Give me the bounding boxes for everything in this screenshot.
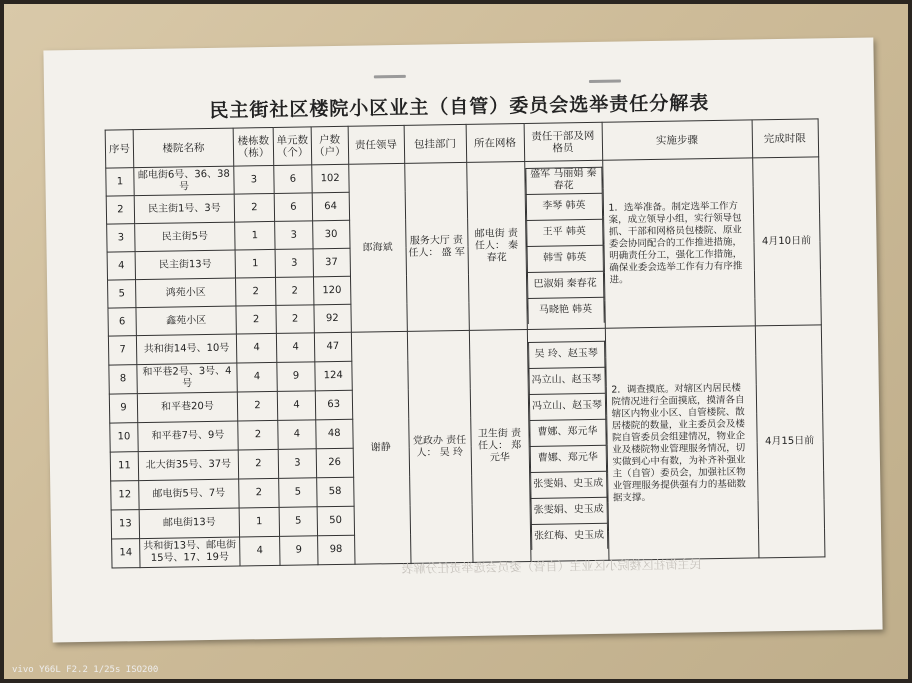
cell-name: 邮电街6号、36、38号	[134, 166, 234, 196]
cell-households: 30	[313, 220, 350, 249]
cell-name: 北大街35号、37号	[138, 450, 238, 481]
cell-buildings: 2	[238, 449, 278, 479]
cell-dept: 服务大厅 责任人： 盛 军	[404, 162, 469, 331]
cell-households: 50	[317, 506, 354, 536]
cell-no: 14	[112, 539, 140, 568]
cell-name: 和平巷2号、3号、4号	[137, 363, 237, 394]
cadre-item: 韩雪 韩英	[527, 245, 603, 272]
cadre-list	[525, 166, 604, 323]
cell-no: 10	[110, 423, 138, 452]
cell-name: 鸿苑小区	[136, 278, 236, 308]
cell-households: 120	[313, 276, 350, 305]
cell-units: 3	[275, 249, 313, 278]
cell-units: 5	[279, 478, 317, 508]
cell-deadline: 4月15日前	[755, 325, 825, 558]
staple-mark	[589, 79, 621, 83]
cell-buildings: 1	[235, 221, 275, 250]
cell-name: 共和街13号、邮电街15号、17、19号	[140, 537, 240, 568]
cadre-item: 马晓艳 韩英	[527, 297, 603, 324]
cell-cadres	[527, 328, 609, 561]
cadre-item: 张雯娟、史玉成	[530, 497, 606, 524]
cell-step: 2．调查摸底。对辖区内居民楼院情况进行全面摸底，摸清各自辖区内物业小区、自管楼院、散居楼院的数量，业主委员会及楼院自管委员会组建情况，物业企业及楼院物业管理服务情况，切实做到心中有数，为补齐补强业主（自管）委员会，加强社区物业管理服务提供强有力的基础数据支撑。	[605, 326, 759, 560]
cell-leader: 谢静	[351, 331, 411, 564]
photo-background	[4, 4, 908, 679]
cell-no: 2	[106, 196, 134, 224]
cell-grid: 卫生街 责任人： 郑元华	[469, 329, 531, 562]
cell-buildings: 4	[240, 536, 280, 566]
cell-buildings: 2	[237, 391, 277, 421]
cell-units: 4	[278, 420, 316, 450]
cell-units: 4	[276, 333, 314, 363]
header-units: 单元数（个）	[273, 127, 312, 166]
cell-units: 4	[277, 391, 315, 421]
cell-no: 5	[108, 280, 136, 308]
cadre-item: 王平 韩英	[526, 219, 602, 246]
cell-units: 3	[275, 221, 313, 250]
document-title: 民主街社区楼院小区业主（自管）委员会选举责任分解表	[209, 92, 710, 122]
cell-buildings: 4	[236, 333, 276, 363]
cell-no: 13	[111, 510, 139, 539]
header-name: 楼院名称	[133, 128, 234, 168]
cell-buildings: 1	[239, 507, 279, 537]
cell-units: 9	[277, 362, 315, 392]
cell-leader: 郎海斌	[348, 163, 407, 332]
cell-no: 11	[110, 452, 138, 481]
cell-name: 和平巷20号	[137, 392, 237, 423]
responsibility-table	[105, 118, 825, 568]
cell-buildings: 2	[234, 193, 274, 222]
cell-name: 邮电街13号	[139, 508, 239, 539]
cadre-item: 盛军 马丽娟 秦春花	[525, 167, 601, 194]
cell-no: 3	[107, 224, 135, 252]
cell-households: 98	[318, 535, 355, 565]
cell-households: 58	[317, 477, 354, 507]
cell-no: 1	[106, 168, 134, 196]
cell-name: 民主街5号	[135, 222, 235, 252]
cell-cadres	[524, 160, 605, 329]
cell-units: 9	[280, 536, 318, 566]
cadre-item: 巴淑娟 秦春花	[527, 271, 603, 298]
cell-no: 8	[109, 365, 137, 394]
header-dept: 包挂部门	[404, 124, 467, 163]
paper-sheet	[43, 38, 882, 643]
header-grid: 所在网格	[466, 124, 525, 163]
cell-no: 4	[107, 252, 135, 280]
cell-buildings: 3	[234, 165, 274, 194]
cell-buildings: 2	[239, 478, 279, 508]
cell-households: 102	[312, 164, 349, 193]
cell-step: 1．选举准备。制定选举工作方案，成立领导小组，实行领导包抓、干部和网格员包楼院、原业委会协同配合的工作推进措施，明确责任分工，强化工作措施，确保业委会选举工作有力有序推进。	[602, 158, 755, 328]
cell-name: 和平巷7号、9号	[138, 421, 238, 452]
cell-name: 共和街14号、10号	[136, 334, 236, 365]
cell-dept: 党政办 责任人： 吴 玲	[407, 330, 473, 563]
cell-households: 64	[312, 192, 349, 221]
cadre-list	[528, 340, 608, 549]
camera-watermark: vivo Y66L F2.2 1/25s ISO200	[12, 665, 159, 675]
cell-households: 47	[314, 332, 351, 362]
cell-buildings: 4	[237, 362, 277, 392]
header-cadres: 责任干部及网格员	[524, 122, 603, 161]
header-households: 户数（户）	[311, 126, 348, 165]
cadre-item: 张红梅、史玉成	[531, 523, 607, 550]
cell-households: 37	[313, 248, 350, 277]
cadre-item: 曹娜、郑元华	[529, 419, 605, 446]
cell-buildings: 2	[238, 420, 278, 450]
cell-no: 12	[111, 481, 139, 510]
cadre-item: 曹娜、郑元华	[530, 445, 606, 472]
cadre-item: 冯立山、赵玉琴	[528, 367, 604, 394]
cell-units: 5	[279, 507, 317, 537]
cell-name: 邮电街5号、7号	[139, 479, 239, 510]
cell-no: 7	[108, 336, 136, 365]
header-no: 序号	[105, 130, 134, 168]
cell-buildings: 2	[236, 305, 276, 334]
cell-no: 9	[109, 394, 137, 423]
cadre-item: 张雯娟、史玉成	[530, 471, 606, 498]
header-buildings: 楼栋数（栋）	[233, 127, 274, 166]
cell-deadline: 4月10日前	[752, 157, 821, 326]
cell-households: 92	[314, 304, 351, 333]
staple-mark	[374, 75, 406, 79]
cell-name: 民主街13号	[135, 250, 235, 280]
cell-grid: 邮电街 责任人： 秦春花	[466, 162, 527, 331]
cell-units: 2	[276, 305, 314, 334]
cell-buildings: 2	[235, 277, 275, 306]
header-deadline: 完成时限	[752, 119, 819, 158]
cell-households: 124	[315, 361, 352, 391]
cadre-item: 李琴 韩英	[526, 193, 602, 220]
bleed-through-text: 民主街社区楼院小区业主（自管）委员会选举责任分解表	[401, 557, 702, 576]
cell-units: 6	[274, 165, 312, 194]
cell-no: 6	[108, 308, 136, 336]
cell-units: 2	[275, 277, 313, 306]
cell-units: 6	[274, 193, 312, 222]
cell-name: 鑫苑小区	[136, 306, 236, 336]
cadre-item: 吴 玲、赵玉琴	[528, 341, 604, 368]
header-steps: 实施步骤	[602, 120, 753, 160]
cell-buildings: 1	[235, 249, 275, 278]
cell-name: 民主街1号、3号	[134, 194, 234, 224]
cadre-item: 冯立山、赵玉琴	[529, 393, 605, 420]
cell-households: 63	[315, 390, 352, 420]
cell-households: 48	[316, 419, 353, 449]
cell-households: 26	[316, 448, 353, 478]
cell-units: 3	[278, 449, 316, 479]
header-leader: 责任领导	[348, 125, 405, 164]
